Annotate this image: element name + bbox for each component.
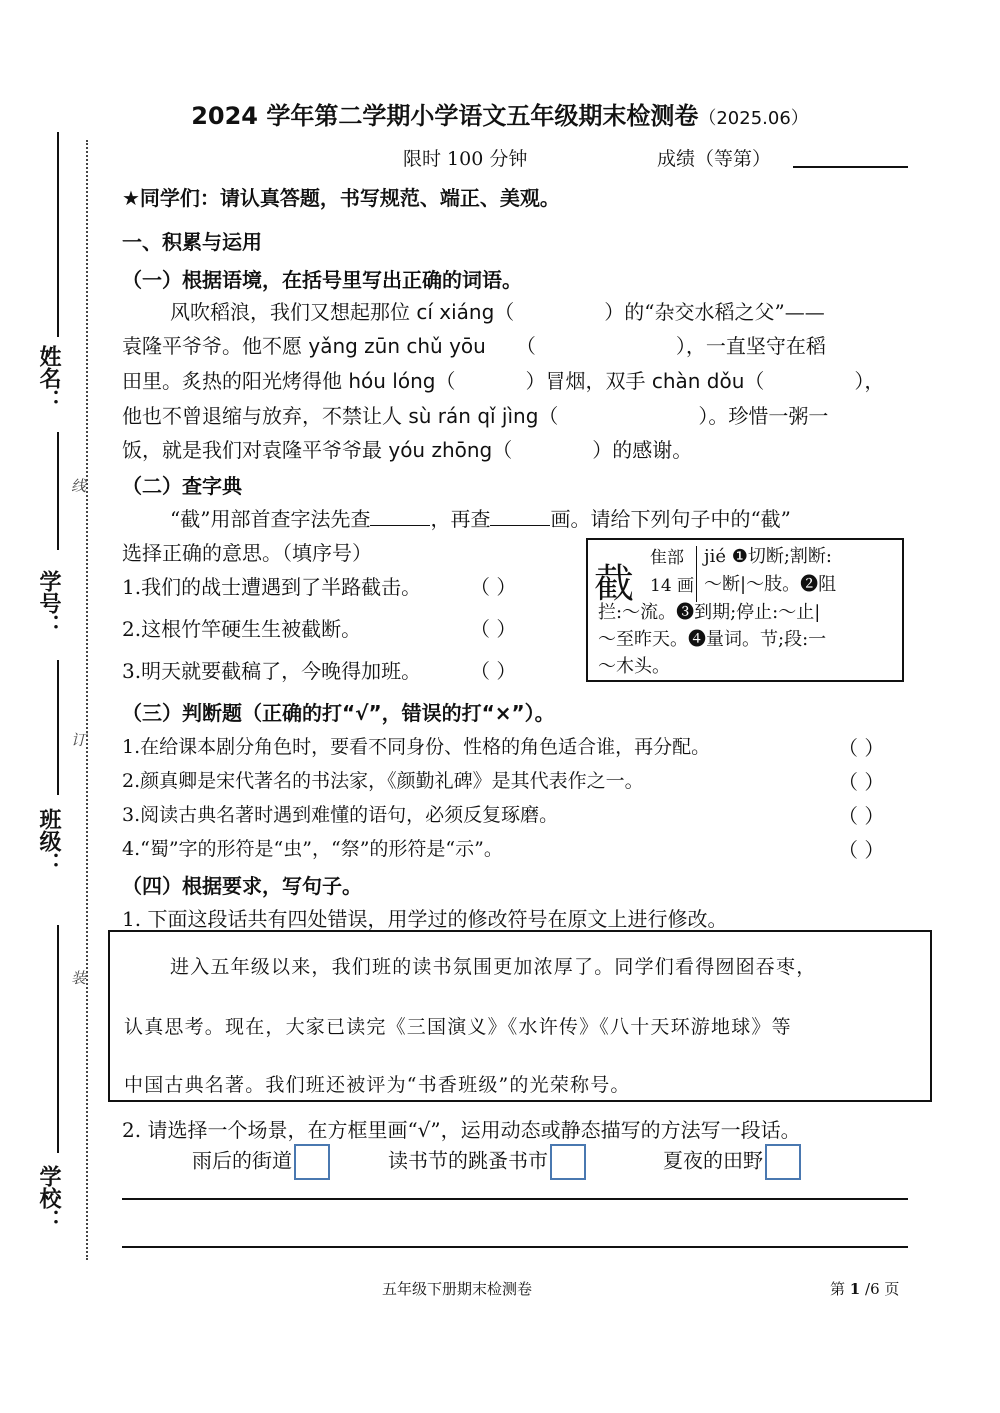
line2-pre: 袁隆平爷爷。他不愿 [122,334,302,358]
scene-option-3[interactable] [663,1144,801,1180]
part3-heading: （三）判断题（正确的打“√”，错误的打“×”）。 [122,701,555,725]
name-label: 姓名： [36,345,62,411]
line5-post: ）的感谢。 [592,438,693,462]
part1-line-2 [122,330,826,359]
judge-answer-3[interactable]: （ ） [838,804,885,828]
page-title [0,96,1000,131]
passage-line-2: 认真思考。现在，大家已读完《三国演义》《水许传》《八十天环游地球》等 [124,1016,792,1038]
judge-item-2: 2.颜真卿是宋代著名的书法家，《颜勤礼碑》是其代表作之一。 [122,770,644,792]
section1-heading: 一、积累与运用 [122,230,262,254]
scene-label-1: 雨后的街道 [192,1148,292,1173]
bind-char-zhuang: 装 [69,970,87,985]
dict-def-3: 拦:～流。❸到期;停止:～止| [598,602,821,623]
writing-line-1[interactable] [122,1198,908,1200]
part2-intro2: 选择正确的意思。（填序号） [122,541,372,565]
part1-heading: （一）根据语境，在括号里写出正确的词语。 [122,268,522,292]
page-pre: 第 [830,1280,846,1298]
notice: ★同学们：请认真答题，书写规范、端正、美观。 [122,186,560,210]
scene-checkbox-2[interactable] [550,1144,586,1180]
correction-passage-box[interactable] [108,930,932,1102]
pinyin-yangzunchuyou: yǎng zūn chǔ yōu [302,334,486,358]
part2-answer-2[interactable]: （ ） [470,617,517,641]
class-fill-line [57,660,59,795]
page-number [830,1278,899,1299]
judge-answer-2[interactable]: （ ） [838,770,885,794]
dict-def-4: ～至昨天。❹量词。节;段:一 [598,629,827,650]
intro-c: 画。请给下列句子中的“截” [550,507,791,531]
time-limit: 限时 100 分钟 [403,148,528,170]
part1-line-5 [122,434,692,463]
name-fill-line [57,132,59,337]
dict-def-1: jié ❶切断;割断: [704,546,832,567]
radical-blank[interactable] [370,505,430,526]
pinyin-houlong: hóu lóng（ [342,369,456,393]
school-fill-line [57,925,59,1153]
dict-divider [696,546,697,602]
judge-item-1: 1.在给课本剧分角色时，要看不同身份、性格的角色适合谁，再分配。 [122,736,711,758]
score-label: 成绩（等第） [657,148,772,170]
school-label: 学校： [36,1165,62,1231]
line3-post: ）， [854,369,885,393]
score-fill-line[interactable] [793,166,908,168]
part2-intro [170,503,791,532]
part2-heading: （二）查字典 [122,474,242,498]
line4-post: ）。珍惜一粥一 [698,404,829,428]
scene-option-2[interactable] [388,1144,586,1180]
bind-char-xian: 线 [69,478,87,493]
part4-heading: （四）根据要求，写句子。 [122,874,362,898]
part2-answer-3[interactable]: （ ） [470,659,517,683]
strokes-blank[interactable] [490,505,550,526]
scene-label-3: 夏夜的田野 [663,1148,763,1173]
writing-line-2[interactable] [122,1246,908,1248]
dict-def-5: ～木头。 [598,656,670,677]
page-current: 1 [849,1280,861,1298]
bind-char-ding: 订 [69,732,87,747]
part1-line-1 [170,296,825,325]
part4-question-1: 1. 下面这段话共有四处错误，用学过的修改符号在原文上进行修改。 [122,907,728,931]
page-post: /6 页 [865,1280,900,1298]
part1-line-3 [122,365,884,394]
dict-strokes: 14 画 [650,576,695,596]
scene-checkbox-1[interactable] [294,1144,330,1180]
line4-pre: 他也不曾退缩与放弃，不禁让人 [122,404,402,428]
judge-answer-4[interactable]: （ ） [838,838,885,862]
title-text: 2024 学年第二学期小学语文五年级期末检测卷 [191,102,699,130]
line1-post: ）的“杂交水稻之父”—— [604,300,825,324]
dict-def-2: ～断|～肢。❷阻 [704,574,837,595]
dict-char: 截 [594,561,634,607]
line2-post: ），一直坚守在稻 [675,334,826,358]
number-label: 学号： [36,570,62,636]
dict-radical-strokes [650,544,694,600]
number-fill-line [57,432,59,550]
part2-item-3: 3.明天就要截稿了，今晚得加班。 [122,659,422,683]
part2-answer-1[interactable]: （ ） [470,575,517,599]
pinyin-cixiang: cí xiáng（ [410,300,515,324]
judge-answer-1[interactable]: （ ） [838,736,885,760]
line3-pre: 田里。炙热的阳光烤得他 [122,369,342,393]
line3-mid: ）冒烟，双手 [525,369,646,393]
pinyin-suranqijing: sù rán qǐ jìng（ [402,404,559,428]
part2-item-1: 1.我们的战士遭遇到了半路截击。 [122,575,422,599]
scene-checkbox-3[interactable] [765,1144,801,1180]
scene-label-2: 读书节的跳蚤书市 [388,1148,548,1173]
judge-item-4: 4.“蜀”字的形符是“虫”，“祭”的形符是“示”。 [122,838,503,860]
part4-question-2: 2. 请选择一个场景，在方框里画“√”，运用动态或静态描写的方法写一段话。 [122,1118,801,1142]
dictionary-entry-box [586,538,904,682]
line2-open-paren: （ [515,334,536,358]
date-code: （2025.06） [698,108,809,129]
intro-a: “截”用部首查字法先查 [170,507,371,531]
passage-line-1: 进入五年级以来，我们班的读书氛围更加浓厚了。同学们看得囫囵吞枣， [170,956,817,978]
binding-dotted-line [86,140,88,1260]
part2-item-2: 2.这根竹竿硬生生被截断。 [122,617,362,641]
scene-option-1[interactable] [192,1144,330,1180]
class-label: 班级： [36,808,62,874]
line5-pre: 饭，就是我们对袁隆平爷爷最 [122,438,382,462]
intro-b: ，再查 [430,507,491,531]
pinyin-chandou: chàn dǒu（ [645,369,765,393]
dict-radical: 隹部 [650,548,684,568]
judge-item-3: 3.阅读古典名著时遇到难懂的语句，必须反复琢磨。 [122,804,559,826]
part1-line-4 [122,400,828,429]
line1-pre: 风吹稻浪，我们又想起那位 [170,300,410,324]
pinyin-youzhong: yóu zhōng（ [382,438,513,462]
footer-title: 五年级下册期末检测卷 [382,1280,533,1298]
passage-line-3: 中国古典名著。我们班还被评为“书香班级”的光荣称号。 [124,1074,631,1096]
